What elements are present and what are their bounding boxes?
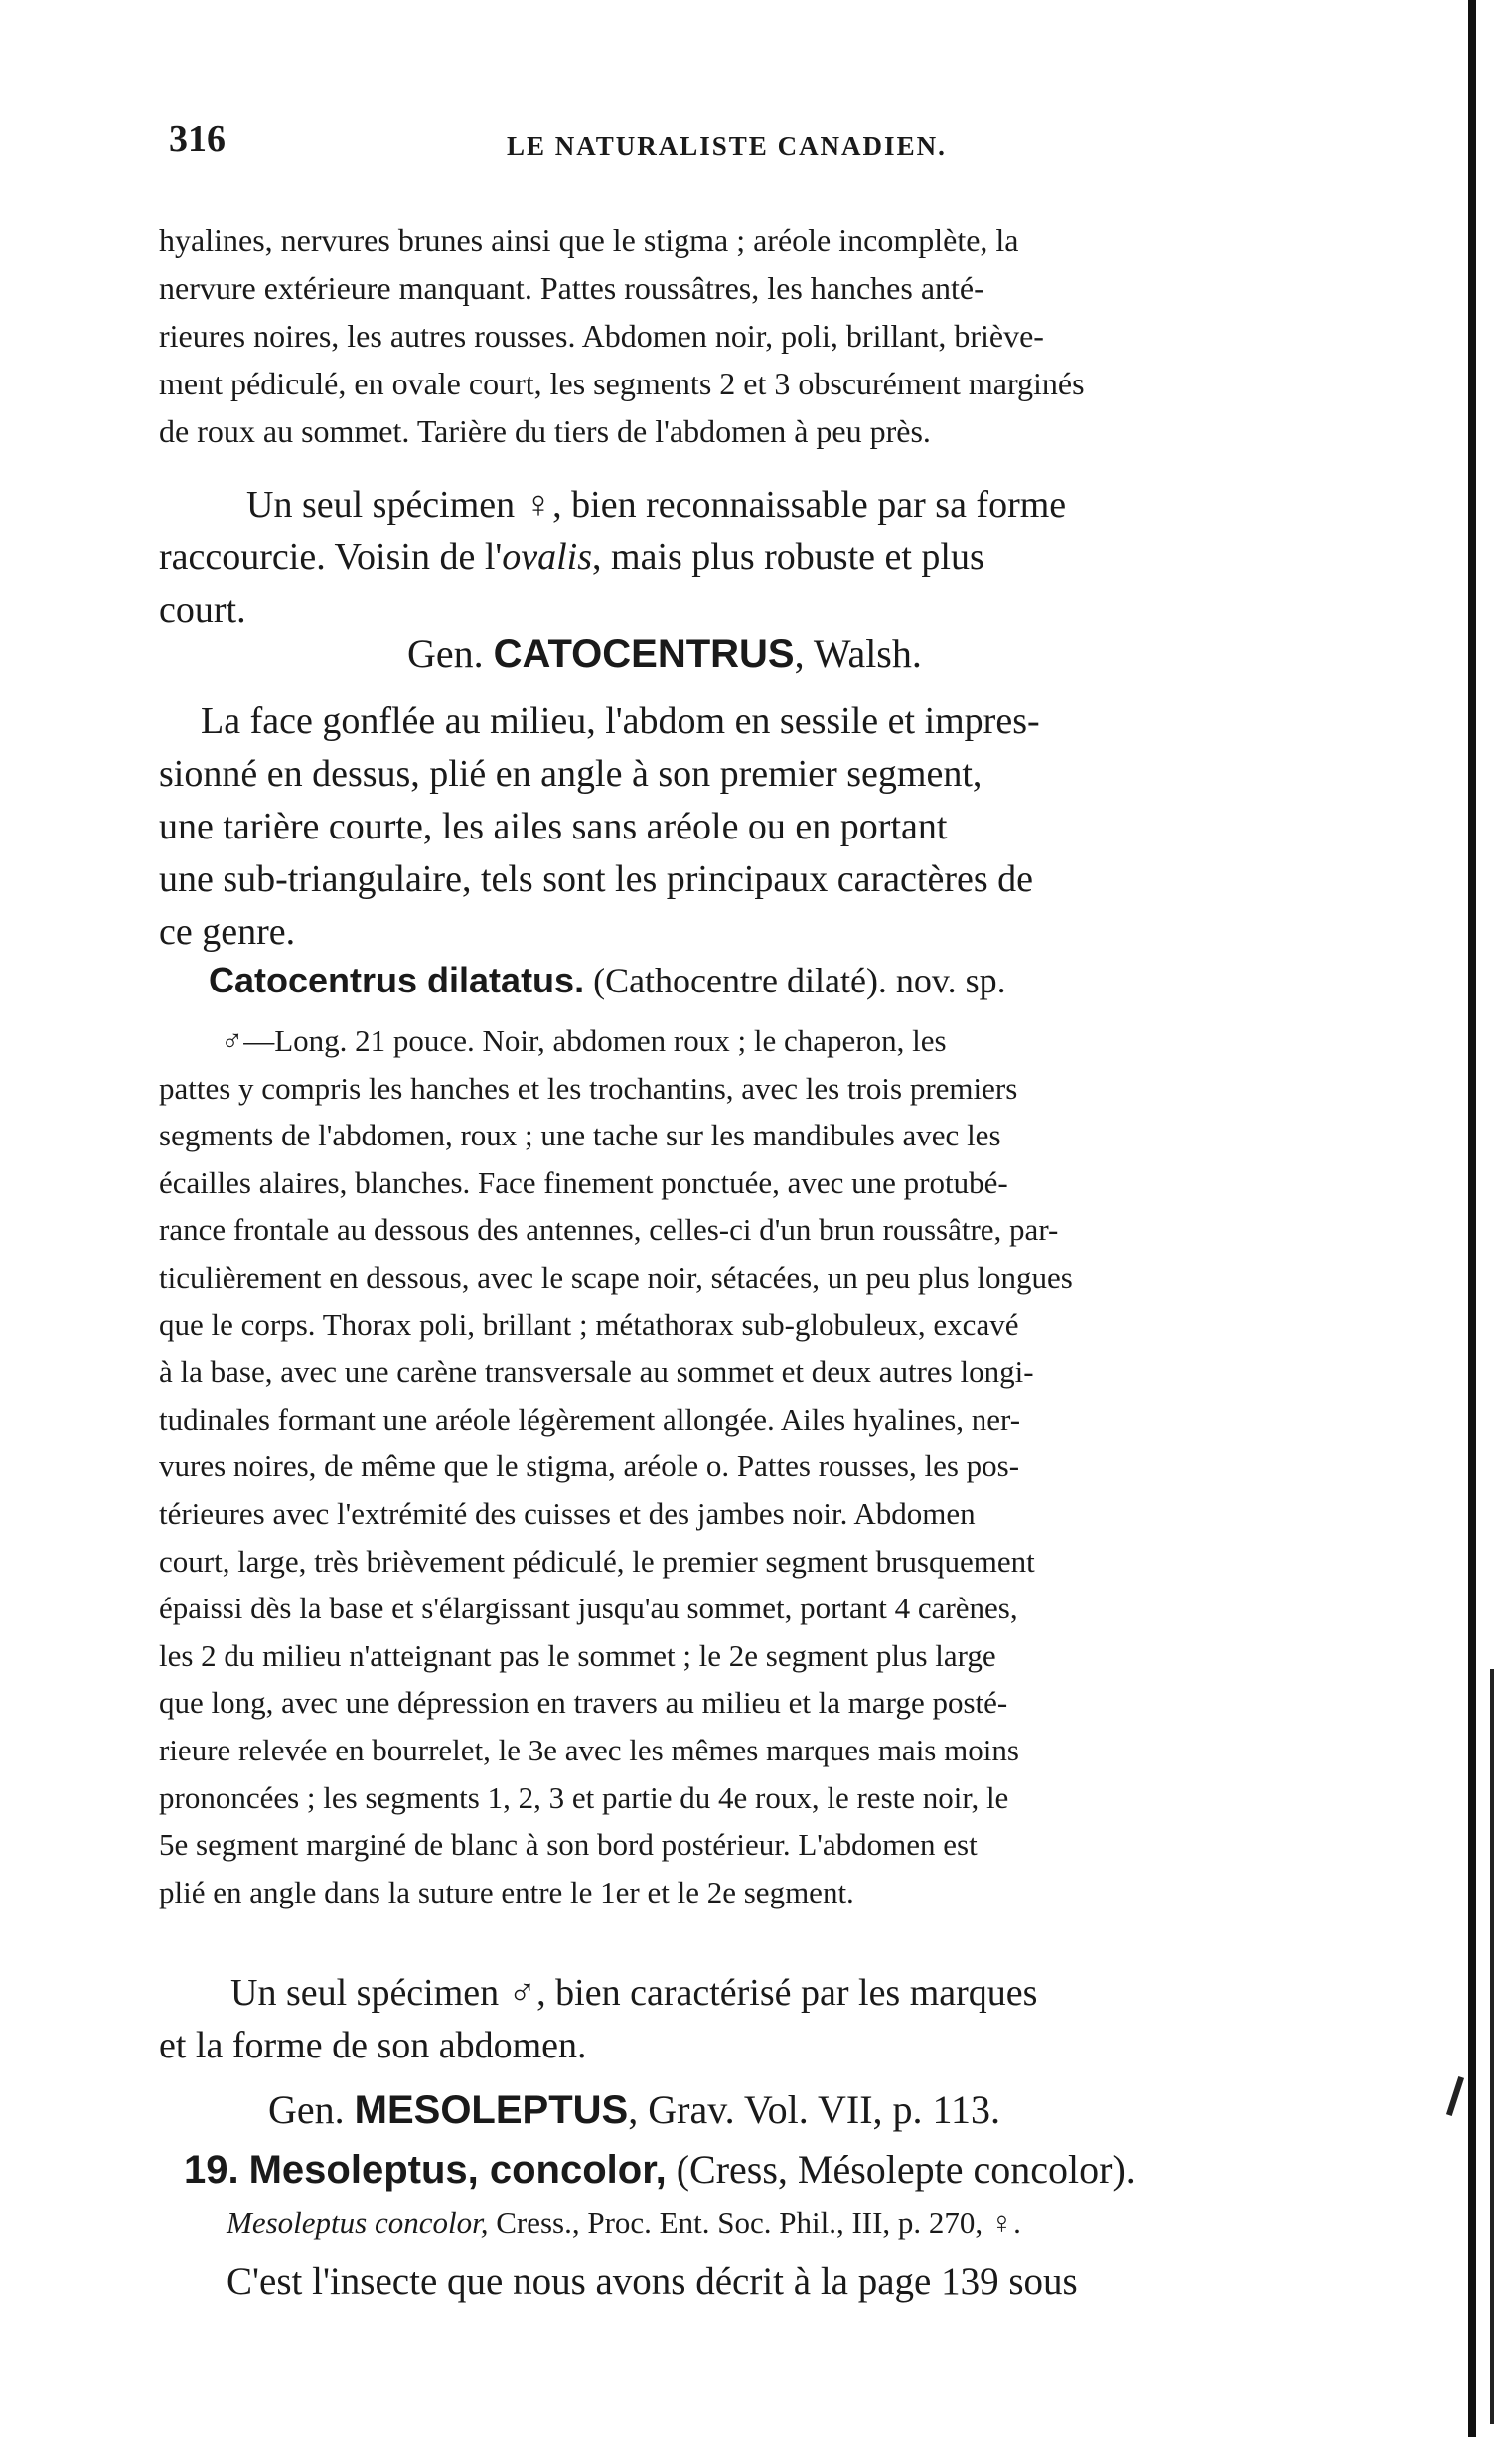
- species-heading-2: [184, 2146, 1135, 2193]
- scan-edge-bar: [1468, 0, 1476, 2437]
- citation-name: Mesoleptus concolor,: [227, 2206, 489, 2240]
- citation-reference: Cress., Proc. Ent. Soc. Phil., III, p. 270, ♀.: [488, 2206, 1021, 2240]
- species-vernacular: (Cathocentre dilaté). nov. sp.: [593, 961, 1006, 1000]
- text-line: vures noires, de même que le stigma, aréole o. Pattes rousses, les pos-: [159, 1448, 1020, 1484]
- text-line: ce genre.: [159, 911, 296, 953]
- species-name: Catocentrus dilatatus.: [209, 960, 585, 1000]
- text-line: sionné en dessus, plié en angle à son premier segment,: [159, 753, 983, 795]
- text-line: pattes y compris les hanches et les trochantins, avec les trois premiers: [159, 1070, 1018, 1106]
- running-head: LE NATURALISTE CANADIEN.: [507, 131, 947, 161]
- text-line: une sub-triangulaire, tels sont les principaux caractères de: [159, 858, 1033, 900]
- species-number: 19.: [184, 2148, 239, 2192]
- text-line: Un seul spécimen ♂, bien caractérisé par les marques: [230, 1972, 1038, 2014]
- text-line: prononcées ; les segments 1, 2, 3 et partie du 4e roux, le reste noir, le: [159, 1779, 1009, 1815]
- text-line: écailles alaires, blanches. Face finement ponctuée, avec une protubé-: [159, 1164, 1008, 1200]
- text-line: plié en angle dans la suture entre le 1er et le 2e segment.: [159, 1874, 854, 1909]
- text-line: raccourcie. Voisin de l'ovalis, mais plus robuste et plus: [159, 536, 984, 578]
- text-line: tudinales formant une aréole légèrement allongée. Ailes hyalines, ner-: [159, 1401, 1021, 1437]
- text-line: La face gonflée au milieu, l'abdom en sessile et impres-: [201, 700, 1040, 742]
- species-name: Mesoleptus, concolor,: [248, 2148, 667, 2192]
- text-line: court.: [159, 589, 246, 631]
- genus-heading: Gen. CATOCENTRUS, Walsh.: [407, 631, 922, 676]
- text-line: térieures avec l'extrémité des cuisses et des jambes noir. Abdomen: [159, 1495, 976, 1531]
- paragraph-specimen-note-2: [159, 1967, 1301, 2072]
- paragraph-species-description: [159, 1017, 1301, 1915]
- text-line: hyalines, nervures brunes ainsi que le stigma ; aréole incomplète, la: [159, 223, 1019, 258]
- scan-edge-bar-secondary: [1490, 1669, 1494, 2424]
- text-line: une tarière courte, les ailes sans aréole ou en portant: [159, 806, 948, 847]
- text-line: à la base, avec une carène transversale au sommet et deux autres longi-: [159, 1354, 1034, 1390]
- text-line: rieure relevée en bourrelet, le 3e avec les mêmes marques mais moins: [159, 1732, 1019, 1767]
- paragraph-genus-description: [159, 695, 1301, 959]
- genus-heading-2: Gen. MESOLEPTUS, Grav. Vol. VII, p. 113.: [268, 2087, 1001, 2132]
- text-line: segments de l'abdomen, roux ; une tache sur les mandibules avec les: [159, 1118, 1001, 1153]
- text-line: ticulièrement en dessous, avec le scape noir, sétacées, un peu plus longues: [159, 1259, 1073, 1295]
- genus-name: CATOCENTRUS: [493, 632, 795, 676]
- text-line: court, large, très brièvement pédiculé, le premier segment brusquement: [159, 1543, 1035, 1579]
- final-line: C'est l'insecte que nous avons décrit à la page 139 sous: [227, 2260, 1078, 2303]
- paragraph-continuation: [159, 217, 1301, 455]
- page-number: 316: [169, 118, 226, 160]
- text-line: et la forme de son abdomen.: [159, 2025, 587, 2066]
- text-line: que long, avec une dépression en travers au milieu et la marge posté-: [159, 1685, 1008, 1721]
- text-line: ment pédiculé, en ovale court, les segments 2 et 3 obscurément marginés: [159, 366, 1085, 401]
- paragraph-specimen-note: [159, 479, 1301, 637]
- text-line: 5e segment marginé de blanc à son bord postérieur. L'abdomen est: [159, 1827, 978, 1863]
- text-line: de roux au sommet. Tarière du tiers de l'abdomen à peu près.: [159, 413, 931, 449]
- scan-mark: [1446, 2076, 1464, 2116]
- species-epithet: ovalis: [502, 536, 593, 578]
- genus-name: MESOLEPTUS: [354, 2088, 629, 2132]
- text-line: épaissi dès la base et s'élargissant jusqu'au sommet, portant 4 carènes,: [159, 1591, 1018, 1626]
- species-vernacular: (Cress, Mésolepte concolor).: [676, 2147, 1135, 2192]
- text-line: les 2 du milieu n'atteignant pas le sommet ; le 2e segment plus large: [159, 1637, 996, 1673]
- page-header: [149, 117, 1301, 177]
- text-line: rance frontale au dessous des antennes, celles-ci d'un brun roussâtre, par-: [159, 1212, 1059, 1248]
- text-line: nervure extérieure manquant. Pattes roussâtres, les hanches anté-: [159, 270, 984, 306]
- text-line: ♂—Long. 21 pouce. Noir, abdomen roux ; le chaperon, les: [221, 1023, 947, 1058]
- text-line: Un seul spécimen ♀, bien reconnaissable par sa forme: [246, 484, 1067, 526]
- text-line: que le corps. Thorax poli, brillant ; métathorax sub-globuleux, excavé: [159, 1306, 1019, 1342]
- text-line: rieures noires, les autres rousses. Abdomen noir, poli, brillant, briève-: [159, 318, 1044, 354]
- species-heading: [209, 960, 1006, 1001]
- citation: [227, 2206, 1021, 2241]
